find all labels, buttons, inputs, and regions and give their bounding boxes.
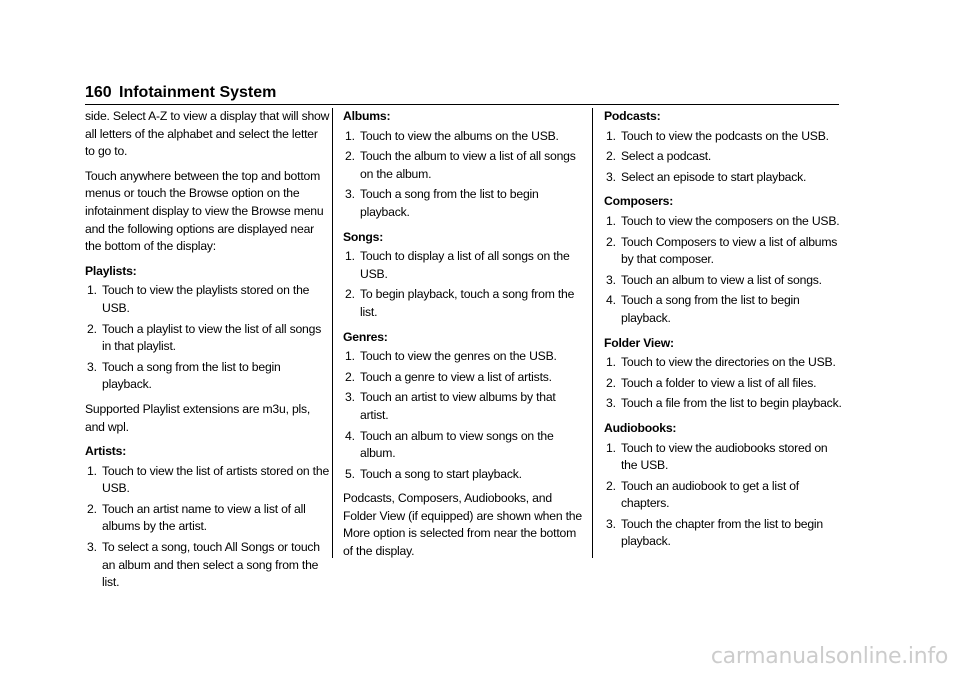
- page-header: [85, 82, 839, 105]
- playlists-heading: Playlists:: [85, 263, 137, 278]
- list-item: 2. Touch an audiobook to get a list of chapters.: [606, 478, 799, 511]
- list-item: 3. Touch a song from the list to begin playback.: [345, 187, 539, 219]
- composers-heading: Composers:: [604, 194, 674, 209]
- albums-heading: Albums:: [343, 109, 391, 123]
- column-1: [85, 108, 330, 599]
- page-number: 160: [85, 84, 112, 101]
- list-item: 3. Touch the chapter from the list to begin playback.: [606, 516, 824, 549]
- list-item: 3. Touch a file from the list to begin playback.: [606, 396, 842, 411]
- list-item: 3. Touch an album to view a list of songs.: [606, 272, 822, 287]
- audiobooks-list: [604, 440, 844, 552]
- list-item: 1. Touch to view the albums on the USB.: [345, 128, 559, 143]
- list-item: 1. Touch to view the podcasts on the USB.: [606, 128, 829, 143]
- list-item: 3. Touch an artist to view albums by that artist.: [345, 390, 556, 422]
- intro-paragraph: side. Select A-Z to view a display that will show all letters of the alphabet and select the letter to go to.: [85, 109, 330, 159]
- list-item: 1. Touch to view the playlists stored on the USB.: [87, 283, 310, 315]
- list-item: 2. Touch Composers to view a list of albums by that composer.: [606, 234, 838, 267]
- podcasts-list: [604, 128, 844, 187]
- folder-view-heading: Folder View:: [604, 335, 674, 350]
- genres-list: [343, 348, 583, 483]
- podcasts-heading: Podcasts:: [604, 109, 661, 123]
- list-item: 4. Touch a song from the list to begin playback.: [606, 293, 800, 325]
- list-item: 1. Touch to view the audiobooks stored on the USB.: [606, 440, 828, 473]
- column-divider: [592, 108, 593, 558]
- section-title: Infotainment System: [119, 84, 277, 101]
- column-3: [604, 108, 844, 558]
- list-item: 2. Touch a genre to view a list of artists.: [345, 369, 552, 384]
- watermark-text: carmanualsonline.info: [710, 644, 948, 669]
- list-item: 1. Touch to view the composers on the USB.: [606, 213, 840, 228]
- column-2: [343, 108, 583, 568]
- list-item: 1. Touch to view the genres on the USB.: [345, 349, 557, 364]
- list-item: 2. Touch the album to view a list of all songs on the album.: [345, 149, 576, 181]
- list-item: 2. To begin playback, touch a song from the list.: [345, 287, 575, 319]
- genres-heading: Genres:: [343, 329, 388, 344]
- playlists-list: [85, 282, 330, 394]
- watermark: [0, 644, 960, 678]
- list-item: 4. Touch an album to view songs on the album.: [345, 428, 554, 461]
- artists-heading: Artists:: [85, 444, 127, 459]
- audiobooks-heading: Audiobooks:: [604, 420, 677, 435]
- folder-view-list: [604, 354, 844, 413]
- list-item: 5. Touch a song to start playback.: [345, 466, 522, 481]
- browse-menu-paragraph: Touch anywhere between the top and bottom menus or touch the Browse option on the infotainment display to view the Browse menu and the following options are displayed near the bottom of the display:: [85, 168, 324, 254]
- list-item: 3. To select a song, touch All Songs or touch an album and then select a song from the list.: [87, 540, 320, 590]
- more-option-note: Podcasts, Composers, Audiobooks, and Folder View (if equipped) are shown when the More option is selected from near the bottom of the display.: [343, 491, 582, 559]
- list-item: 3. Select an episode to start playback.: [606, 169, 807, 184]
- column-divider: [332, 108, 333, 558]
- list-item: 2. Select a podcast.: [606, 149, 712, 164]
- songs-list: [343, 248, 583, 321]
- list-item: 1. Touch to view the directories on the USB.: [606, 355, 836, 370]
- artists-list: [85, 463, 330, 592]
- albums-list: [343, 128, 583, 222]
- list-item: 2. Touch a folder to view a list of all files.: [606, 375, 817, 390]
- extensions-note: Supported Playlist extensions are m3u, pls, and wpl.: [85, 401, 311, 434]
- list-item: 2. Touch a playlist to view the list of all songs in that playlist.: [87, 321, 322, 354]
- list-item: 1. Touch to display a list of all songs on the USB.: [345, 249, 570, 281]
- composers-list: [604, 213, 844, 328]
- list-item: 3. Touch a song from the list to begin playback.: [87, 359, 281, 392]
- list-item: 2. Touch an artist name to view a list of all albums by the artist.: [87, 501, 306, 534]
- songs-heading: Songs:: [343, 229, 384, 244]
- list-item: 1. Touch to view the list of artists stored on the USB.: [87, 463, 330, 496]
